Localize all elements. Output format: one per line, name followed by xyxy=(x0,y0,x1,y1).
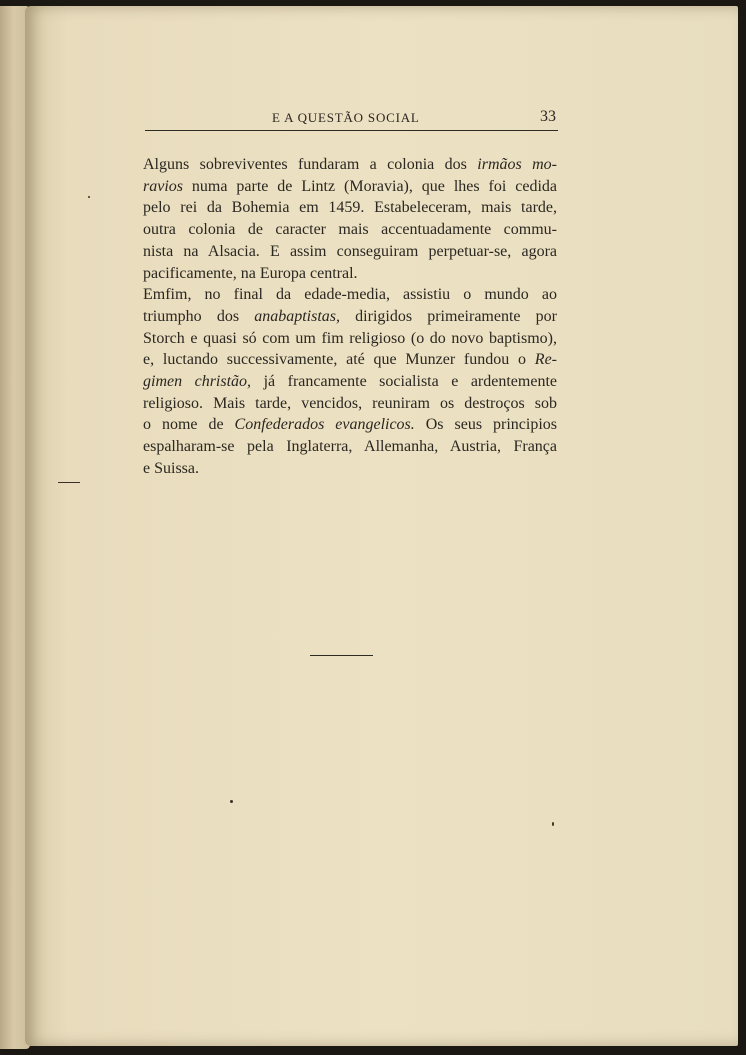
text-run: numa parte de Lintz (Moravia), que lhes foi cedida xyxy=(183,177,557,195)
text-line xyxy=(143,458,557,480)
text-run: Os seus principios xyxy=(414,416,558,434)
text-run: outra colonia de caracter mais accentuadamente commu- xyxy=(143,221,557,239)
ink-speck xyxy=(88,196,90,198)
italic-text: ravios xyxy=(143,177,183,195)
text-run: Storch e quasi só com um fim religioso (o do novo baptismo), xyxy=(143,329,557,347)
italic-text: Confederados evangelicos. xyxy=(234,416,415,434)
text-run: nista na Alsacia. E assim conseguiram perpetuar-se, agora xyxy=(143,242,557,260)
text-line xyxy=(143,284,557,306)
text-run: espalharam-se pela Inglaterra, Allemanha, Austria, França xyxy=(143,438,557,456)
italic-text: irmãos mo- xyxy=(477,156,557,173)
running-title: E A QUESTÃO SOCIAL xyxy=(272,110,420,125)
text-line xyxy=(143,328,557,350)
text-line xyxy=(143,241,557,263)
ink-speck xyxy=(58,482,80,483)
text-line xyxy=(143,197,557,219)
text-line xyxy=(143,414,557,436)
text-line xyxy=(143,393,557,415)
text-run: Emfim, no final da edade-media, assistiu o mundo ao xyxy=(143,286,557,304)
text-line xyxy=(143,263,557,285)
text-run: pacificamente, na Europa central. xyxy=(143,264,358,282)
paragraph xyxy=(143,284,557,479)
text-run: e, luctando successivamente, até que Munzer fundou o xyxy=(143,351,535,369)
end-rule xyxy=(310,655,373,656)
text-run: o nome de xyxy=(143,416,235,434)
italic-text: Re- xyxy=(534,351,557,369)
ink-speck xyxy=(230,800,233,803)
body-text xyxy=(143,154,557,480)
text-run: triumpho dos xyxy=(143,307,255,325)
text-line xyxy=(143,154,557,176)
page-number: 33 xyxy=(540,108,556,125)
text-run: já francamente socialista e ardentemente xyxy=(251,373,558,391)
text-line xyxy=(143,219,557,241)
ink-speck xyxy=(552,822,554,826)
text-run: Alguns sobreviventes fundaram a colonia dos xyxy=(143,156,478,173)
text-run: e Suissa. xyxy=(143,459,199,477)
text-line xyxy=(143,306,557,328)
italic-text: gimen christão, xyxy=(143,373,252,391)
text-run: dirigidos primeiramente por xyxy=(340,307,558,325)
text-line xyxy=(143,176,557,198)
text-line xyxy=(143,349,557,371)
running-head xyxy=(145,108,558,131)
paragraph xyxy=(143,154,557,284)
text-line xyxy=(143,371,557,393)
italic-text: anabaptistas, xyxy=(254,307,341,325)
text-line xyxy=(143,436,557,458)
text-run: religioso. Mais tarde, vencidos, reuniram os destroços sob xyxy=(143,394,557,412)
text-run: pelo rei da Bohemia em 1459. Estabeleceram, mais tarde, xyxy=(143,199,557,217)
